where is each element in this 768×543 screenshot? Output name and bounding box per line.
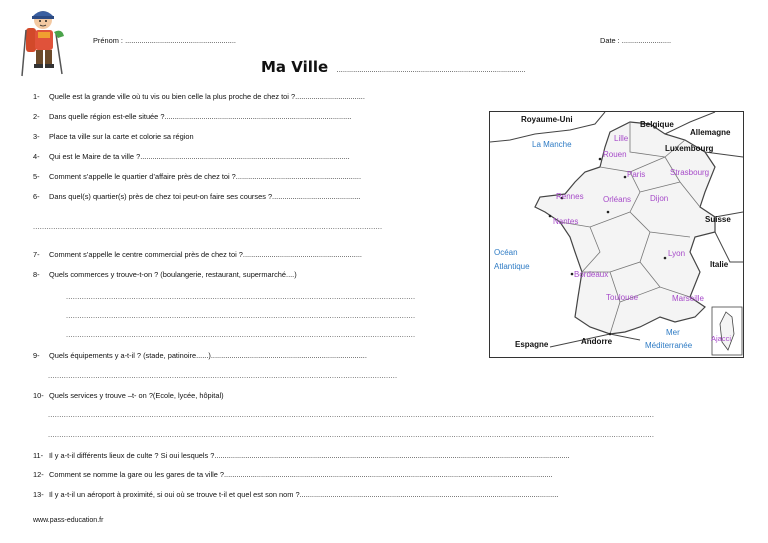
question-1: 1- Quelle est la grande ville où tu vis ou bien celle la plus proche de chez toi ?..................................: [33, 92, 365, 101]
city-nantes: Nantes: [553, 217, 579, 226]
hiker-illustration: [18, 6, 70, 78]
city-rennes: Rennes: [556, 192, 584, 201]
answer-line-10a[interactable]: .............................................................................................................................................................................................................................................................................: [48, 410, 655, 419]
country-espagne: Espagne: [515, 340, 549, 349]
answer-line-10b[interactable]: .............................................................................................................................................................................................................................................................................: [48, 430, 655, 439]
answer-line-8c[interactable]: ...........................................................................................................................................................: [66, 330, 416, 339]
answer-line-6[interactable]: ...........................................................................................................................................................: [33, 222, 383, 231]
title-field[interactable]: ............................................................................................: [336, 65, 526, 74]
country-allemagne: Allemagne: [690, 128, 731, 137]
date-row: [600, 36, 671, 45]
answer-line-8b[interactable]: ...........................................................................................................................................................: [66, 311, 416, 320]
sea-mer: Mer: [666, 328, 680, 337]
city-lyon: Lyon: [668, 249, 686, 258]
country-luxembourg: Luxembourg: [665, 144, 714, 153]
question-2: 2- Dans quelle région est-elle située ?...........................................................................................: [33, 112, 352, 121]
city-strasbourg: Strasbourg: [670, 168, 710, 177]
question-13: 13- Il y a-t-il un aéroport à proximité, si oui où se trouve t-il et quel est son nom ?..............................................................................................................................: [33, 490, 559, 499]
date-label: Date :: [600, 36, 620, 45]
question-11: 11- Il y a-t-il différents lieux de culte ? Si oui lesquels ?.............................................................................................................................................................................: [33, 451, 570, 460]
country-suisse: Suisse: [705, 215, 731, 224]
question-9: 9- Quels équipements y a-t-il ? (stade, patinoire......)............................................................................: [33, 351, 367, 360]
city-lille: Lille: [614, 134, 629, 143]
city-paris: Paris: [627, 170, 646, 179]
footer-site: www.pass-education.fr: [33, 517, 104, 524]
city-dijon: Dijon: [650, 194, 669, 203]
page-title: Ma Ville: [261, 58, 329, 76]
country-belgique: Belgique: [640, 120, 674, 129]
question-5: 5- Comment s’appelle le quartier d’affaire près de chez toi ?.............................................................: [33, 172, 362, 181]
city-bordeaux: Bordeaux: [574, 270, 609, 279]
city-toulouse: Toulouse: [606, 293, 639, 302]
question-12: 12- Comment se nomme la gare ou les gares de ta ville ?................................................................................................................................................................: [33, 470, 553, 479]
country-italie: Italie: [710, 260, 729, 269]
answer-line-8a[interactable]: ...........................................................................................................................................................: [66, 292, 416, 301]
date-field[interactable]: ........................: [621, 36, 672, 45]
city-ajacci: Ajacci: [711, 334, 732, 343]
city-orleans: Orléans: [603, 195, 632, 204]
title-row: [261, 58, 526, 77]
question-4: 4- Qui est le Maire de ta ville ?......................................................................................................: [33, 152, 350, 161]
sea-manche: La Manche: [532, 140, 572, 149]
city-rouen: Rouen: [603, 150, 627, 159]
france-map: [489, 111, 744, 358]
sea-ocean: Océan: [494, 248, 518, 257]
country-andorre: Andorre: [581, 337, 613, 346]
answer-line-9[interactable]: ...........................................................................................................................................................: [48, 371, 398, 380]
question-3: 3- Place ta ville sur la carte et colorie sa région: [33, 132, 194, 141]
question-10: 10- Quels services y trouve –t- on ?(Ecole, lycée, hôpital): [33, 391, 224, 400]
prenom-field[interactable]: ......................................................: [125, 36, 236, 45]
country-royaume-uni: Royaume-Uni: [521, 115, 573, 124]
prenom-row: [93, 36, 236, 45]
prenom-label: Prénom :: [93, 36, 123, 45]
sea-mediterranee: Méditerranée: [645, 341, 693, 350]
question-7: 7- Comment s’appelle le centre commercial près de chez toi ?..........................................................: [33, 250, 362, 259]
question-8: 8- Quels commerces y trouve-t-on ? (boulangerie, restaurant, supermarché....): [33, 270, 297, 279]
city-marseille: Marseille: [672, 294, 705, 303]
question-6: 6- Dans quel(s) quartier(s) près de chez toi peut-on faire ses courses ?...........................................: [33, 192, 361, 201]
sea-atlantique: Atlantique: [494, 262, 530, 271]
